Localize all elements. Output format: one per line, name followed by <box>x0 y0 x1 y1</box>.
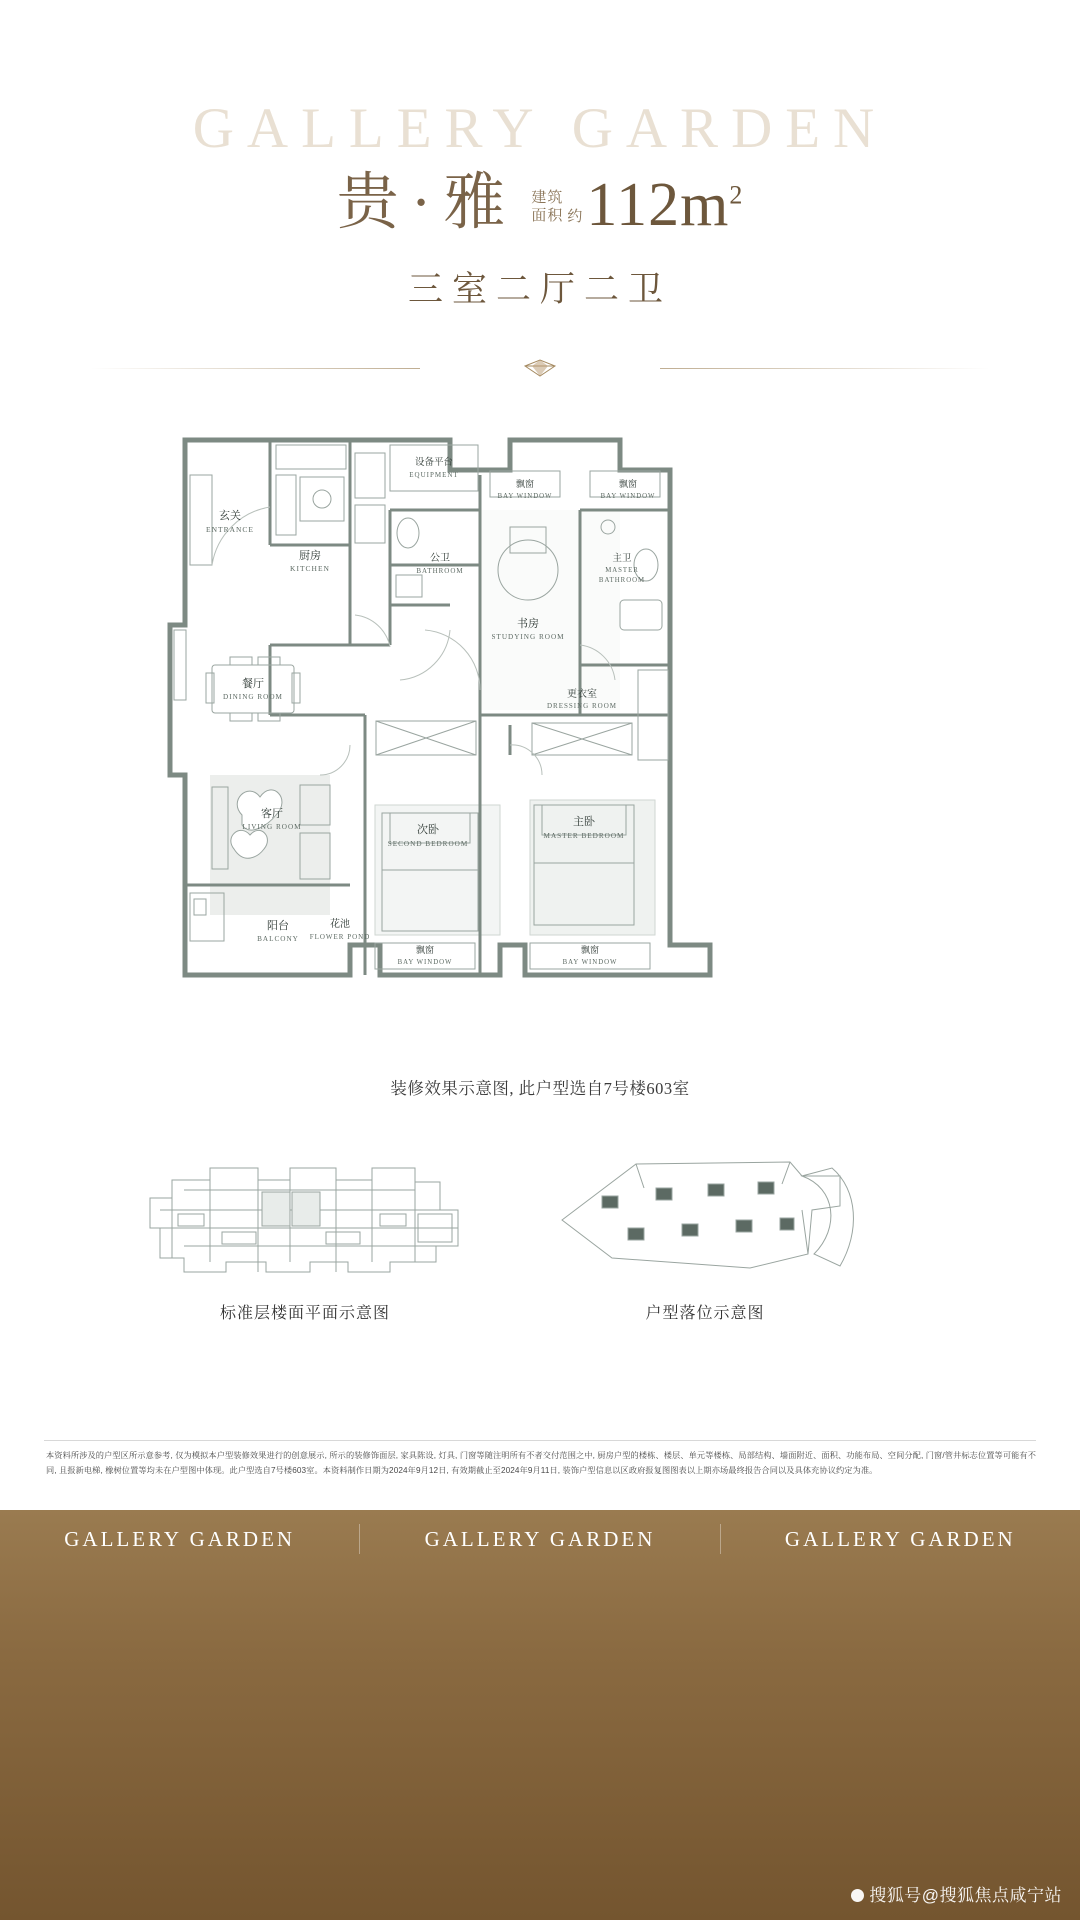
svg-text:花池: 花池 <box>330 919 350 930</box>
area-unit-exponent: 2 <box>729 180 744 210</box>
thumbnail-standard-floor <box>140 1150 470 1295</box>
thumbnail-site-position <box>540 1150 870 1295</box>
area-value <box>586 171 744 239</box>
svg-text:书房: 书房 <box>517 618 539 630</box>
svg-text:飘窗: 飘窗 <box>618 479 638 489</box>
area-label <box>531 189 563 227</box>
footer-logo-1: GALLERY GARDEN <box>64 1526 296 1551</box>
footer-logo-3: GALLERY GARDEN <box>784 1526 1016 1551</box>
brand-wordmark: GALLERY GARDEN <box>192 97 888 160</box>
area-label-line1: 建筑 <box>531 189 564 206</box>
watermark <box>851 1881 1062 1906</box>
svg-text:BAY WINDOW: BAY WINDOW <box>600 493 656 500</box>
watermark-avatar-icon <box>851 1889 864 1902</box>
footer-background <box>0 1510 1080 1920</box>
svg-text:BATHROOM: BATHROOM <box>416 567 464 575</box>
svg-text:BAY WINDOW: BAY WINDOW <box>497 493 553 500</box>
svg-text:餐厅: 餐厅 <box>242 678 264 690</box>
footer-logo-2: GALLERY GARDEN <box>424 1526 656 1551</box>
svg-text:公卫: 公卫 <box>430 553 450 564</box>
svg-text:ENTRANCE: ENTRANCE <box>206 525 254 534</box>
area-label-line2: 面积 <box>531 208 564 225</box>
svg-text:客厅: 客厅 <box>261 808 283 820</box>
plan-caption: 装修效果示意图, 此户型选自7号楼603室 <box>390 1079 690 1098</box>
footer <box>0 1510 1080 1920</box>
svg-text:LIVING ROOM: LIVING ROOM <box>242 823 302 831</box>
area-unit: m <box>680 171 730 239</box>
svg-text:DINING ROOM: DINING ROOM <box>223 693 283 701</box>
svg-text:KITCHEN: KITCHEN <box>290 564 330 573</box>
svg-text:MASTER: MASTER <box>605 567 639 574</box>
footer-logo-strip <box>0 1510 1080 1568</box>
svg-text:DRESSING ROOM: DRESSING ROOM <box>547 702 617 710</box>
area-number: 112 <box>586 171 681 239</box>
svg-text:厨房: 厨房 <box>299 550 321 562</box>
page-subtitle: 三室二厅二卫 <box>407 270 672 309</box>
watermark-text: 搜狐号@搜狐焦点咸宁站 <box>869 1886 1062 1905</box>
svg-text:玄关: 玄关 <box>219 510 241 522</box>
svg-text:STUDYING ROOM: STUDYING ROOM <box>491 633 565 641</box>
disclaimer-divider <box>44 1440 1036 1441</box>
disclaimer-text: 本资料所涉及的户型区所示意参考, 仅为模拟本户型装修效果进行的创意展示, 所示的装修饰面层, 家具陈设, 灯具, 门窗等随注明所有不者交付范围之中, 厨房户型的楼栋、楼层、单元等楼栋、局部结构、墙面附近、面积、功能布局、空间分配, 门窗/管井标志位置等可能有不同, 且报新电梯, 橡树位置等均未在户型图中体现。此户型选自7号楼603室。本资料制作日期为2024年9月12日, 有效期截止至2024年9月11日, 装饰户型信息以区政府报复图图表以上期亦场最终报告合同以及具体充协议约定为准。 <box>46 1451 1036 1476</box>
divider-line-left <box>90 368 420 369</box>
title-row <box>0 169 1080 239</box>
ornament-divider <box>0 358 1080 378</box>
site-position-svg <box>540 1150 870 1290</box>
page-title: 贵·雅 <box>336 169 518 237</box>
svg-text:飘窗: 飘窗 <box>415 945 435 955</box>
svg-text:EQUIPMENT: EQUIPMENT <box>409 471 459 479</box>
diamond-icon <box>523 358 557 378</box>
area-approx: 约 <box>567 209 583 225</box>
svg-text:BAY WINDOW: BAY WINDOW <box>562 959 618 966</box>
svg-text:主卫: 主卫 <box>612 554 632 564</box>
thumbnail-caption-standard-floor: 标准层楼面平面示意图 <box>219 1305 390 1322</box>
svg-text:主卧: 主卧 <box>573 816 595 828</box>
svg-text:FLOWER POND: FLOWER POND <box>309 933 371 941</box>
svg-text:BALCONY: BALCONY <box>257 935 299 943</box>
thumbnail-caption-site-position: 户型落位示意图 <box>645 1305 765 1322</box>
svg-text:飘窗: 飘窗 <box>515 479 535 489</box>
svg-text:SECOND BEDROOM: SECOND BEDROOM <box>387 840 469 848</box>
floor-plan <box>150 415 730 1045</box>
svg-text:设备平台: 设备平台 <box>414 458 454 468</box>
svg-text:次卧: 次卧 <box>417 824 439 836</box>
standard-floor-plan-svg <box>140 1150 470 1290</box>
svg-text:更衣室: 更衣室 <box>567 689 597 700</box>
svg-text:BAY WINDOW: BAY WINDOW <box>397 959 453 966</box>
svg-text:MASTER BEDROOM: MASTER BEDROOM <box>543 832 625 840</box>
divider-line-right <box>660 368 990 369</box>
svg-text:阳台: 阳台 <box>267 920 289 932</box>
svg-text:飘窗: 飘窗 <box>580 945 600 955</box>
floor-plan-svg <box>150 415 730 1045</box>
svg-text:BATHROOM: BATHROOM <box>598 577 646 584</box>
